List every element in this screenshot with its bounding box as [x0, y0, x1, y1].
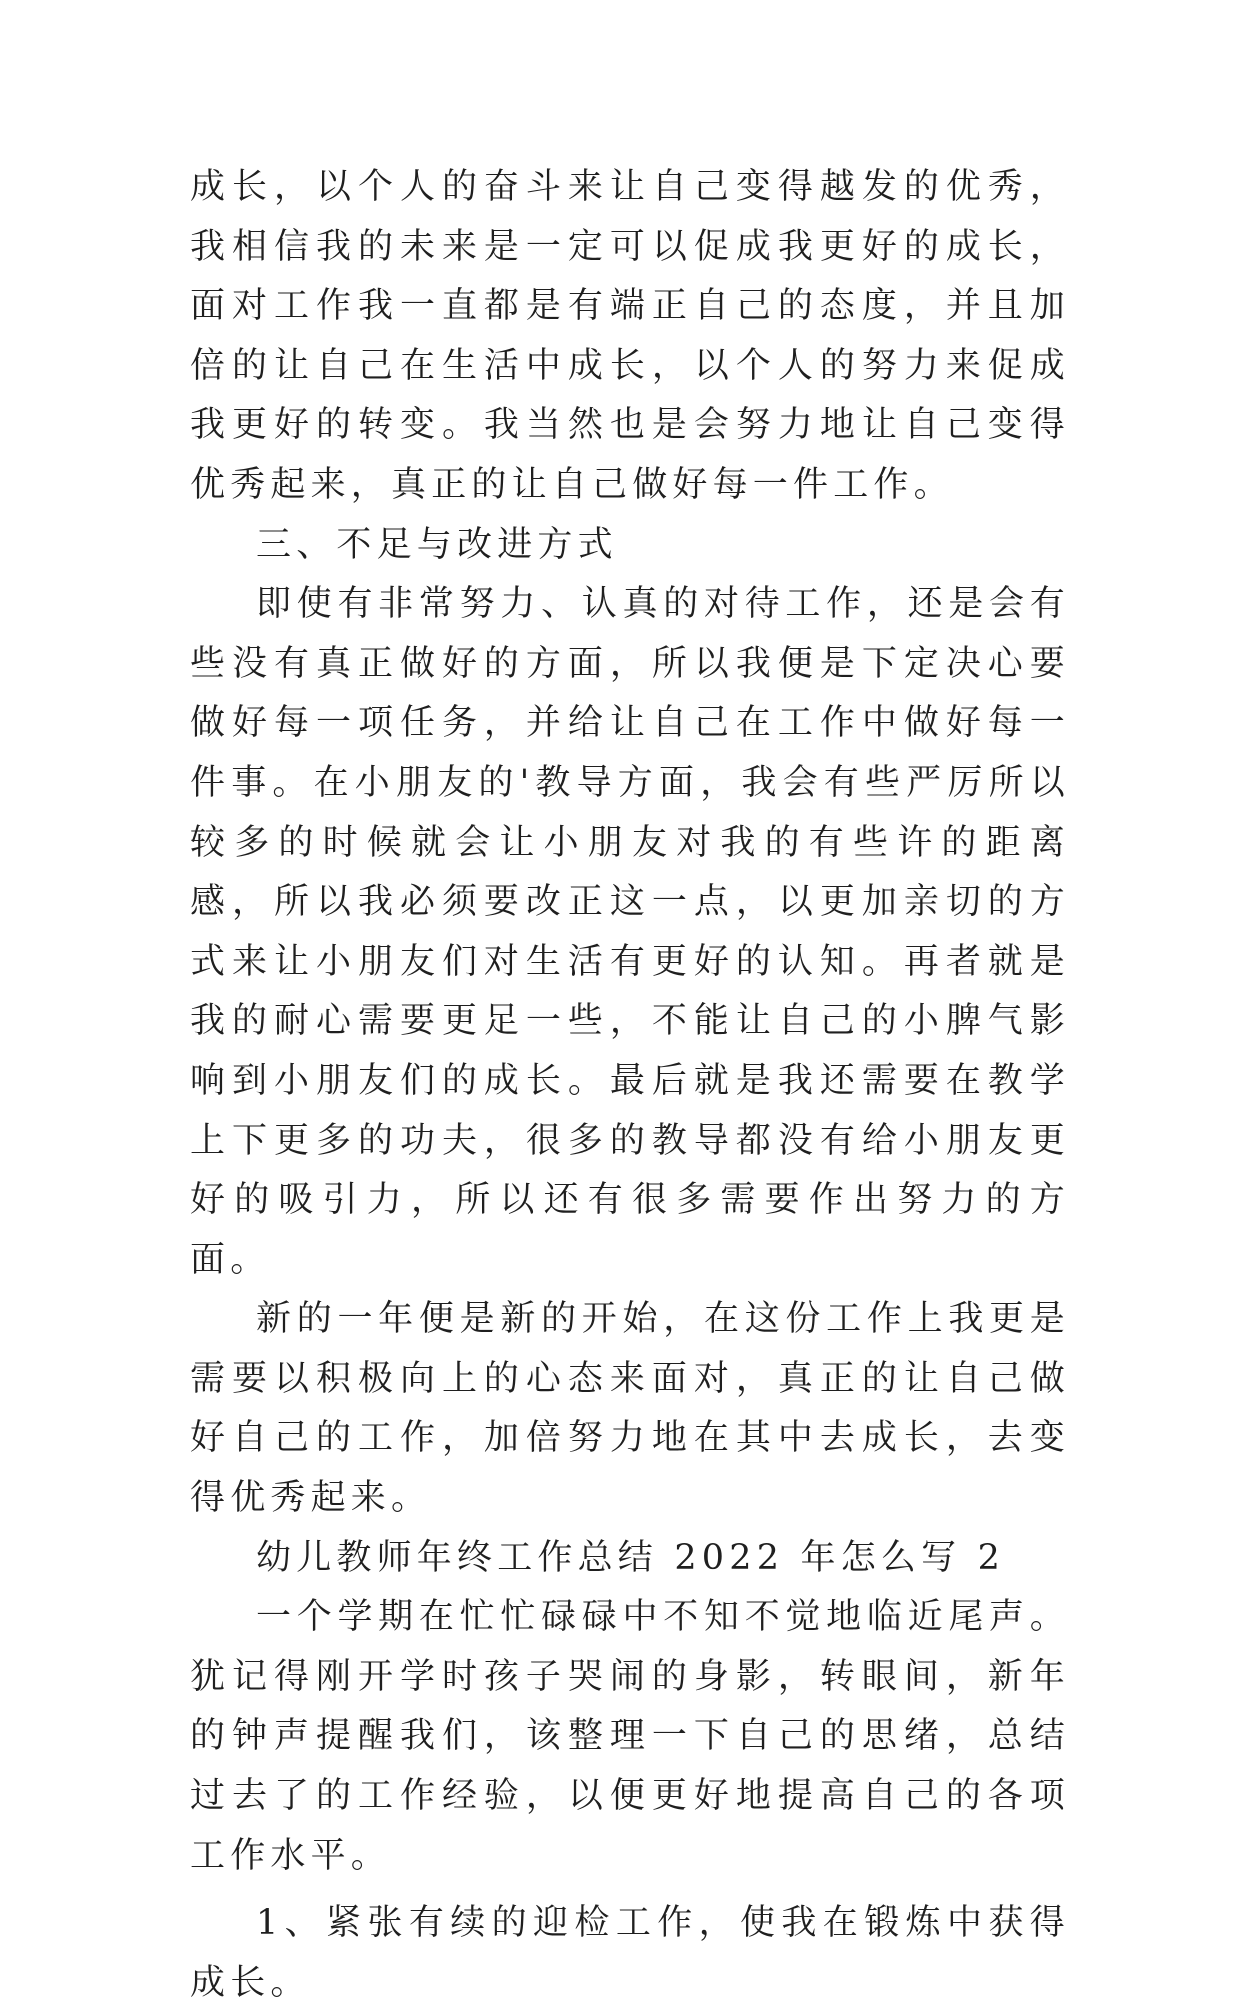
document-body: [190, 158, 1070, 2013]
paragraph-item-1: 1、紧张有续的迎检工作，使我在锻炼中获得成长。: [190, 1903, 1070, 2003]
paragraph-semester: 一个学期在忙忙碌碌中不知不觉地临近尾声。犹记得刚开学时孩子哭闹的身影，转眼间，新年的钟声提醒我们，该整理一下自己的思绪，总结过去了的工作经验，以便更好地提高自己的各项工作水平。: [190, 1597, 1070, 1876]
section-heading-shortcomings: 三、不足与改进方式: [256, 524, 618, 565]
paragraph-new-year: 新的一年便是新的开始，在这份工作上我更是需要以积极向上的心态来面对，真正的让自己做好自己的工作，加倍努力地在其中去成长，去变得优秀起来。: [190, 1299, 1070, 1519]
paragraph-shortcomings: 即使有非常努力、认真的对待工作，还是会有些没有真正做好的方面，所以我便是下定决心要做好每一项任务，并给让自己在工作中做好每一件事。在小朋友的'教导方面，我会有些严厉所以较多的时候就会让小朋友对我的有些许的距离感，所以我必须要改正这一点，以更加亲切的方式来让小朋友们对生活有更好的认知。再者就是我的耐心需要更足一些，不能让自己的小脾气影响到小朋友们的成长。最后就是我还需要在教学上下更多的功夫，很多的教导都没有给小朋友更好的吸引力，所以还有很多需要作出努力的方面。: [190, 584, 1070, 1280]
paragraph-continued: 成长，以个人的奋斗来让自己变得越发的优秀，我相信我的未来是一定可以促成我更好的成长，面对工作我一直都是有端正自己的态度，并且加倍的让自己在生活中成长，以个人的努力来促成我更好的转变。我当然也是会努力地让自己变得优秀起来，真正的让自己做好每一件工作。: [190, 167, 1070, 505]
article-title-2: 幼儿教师年终工作总结 2022 年怎么写 2: [256, 1537, 1006, 1578]
